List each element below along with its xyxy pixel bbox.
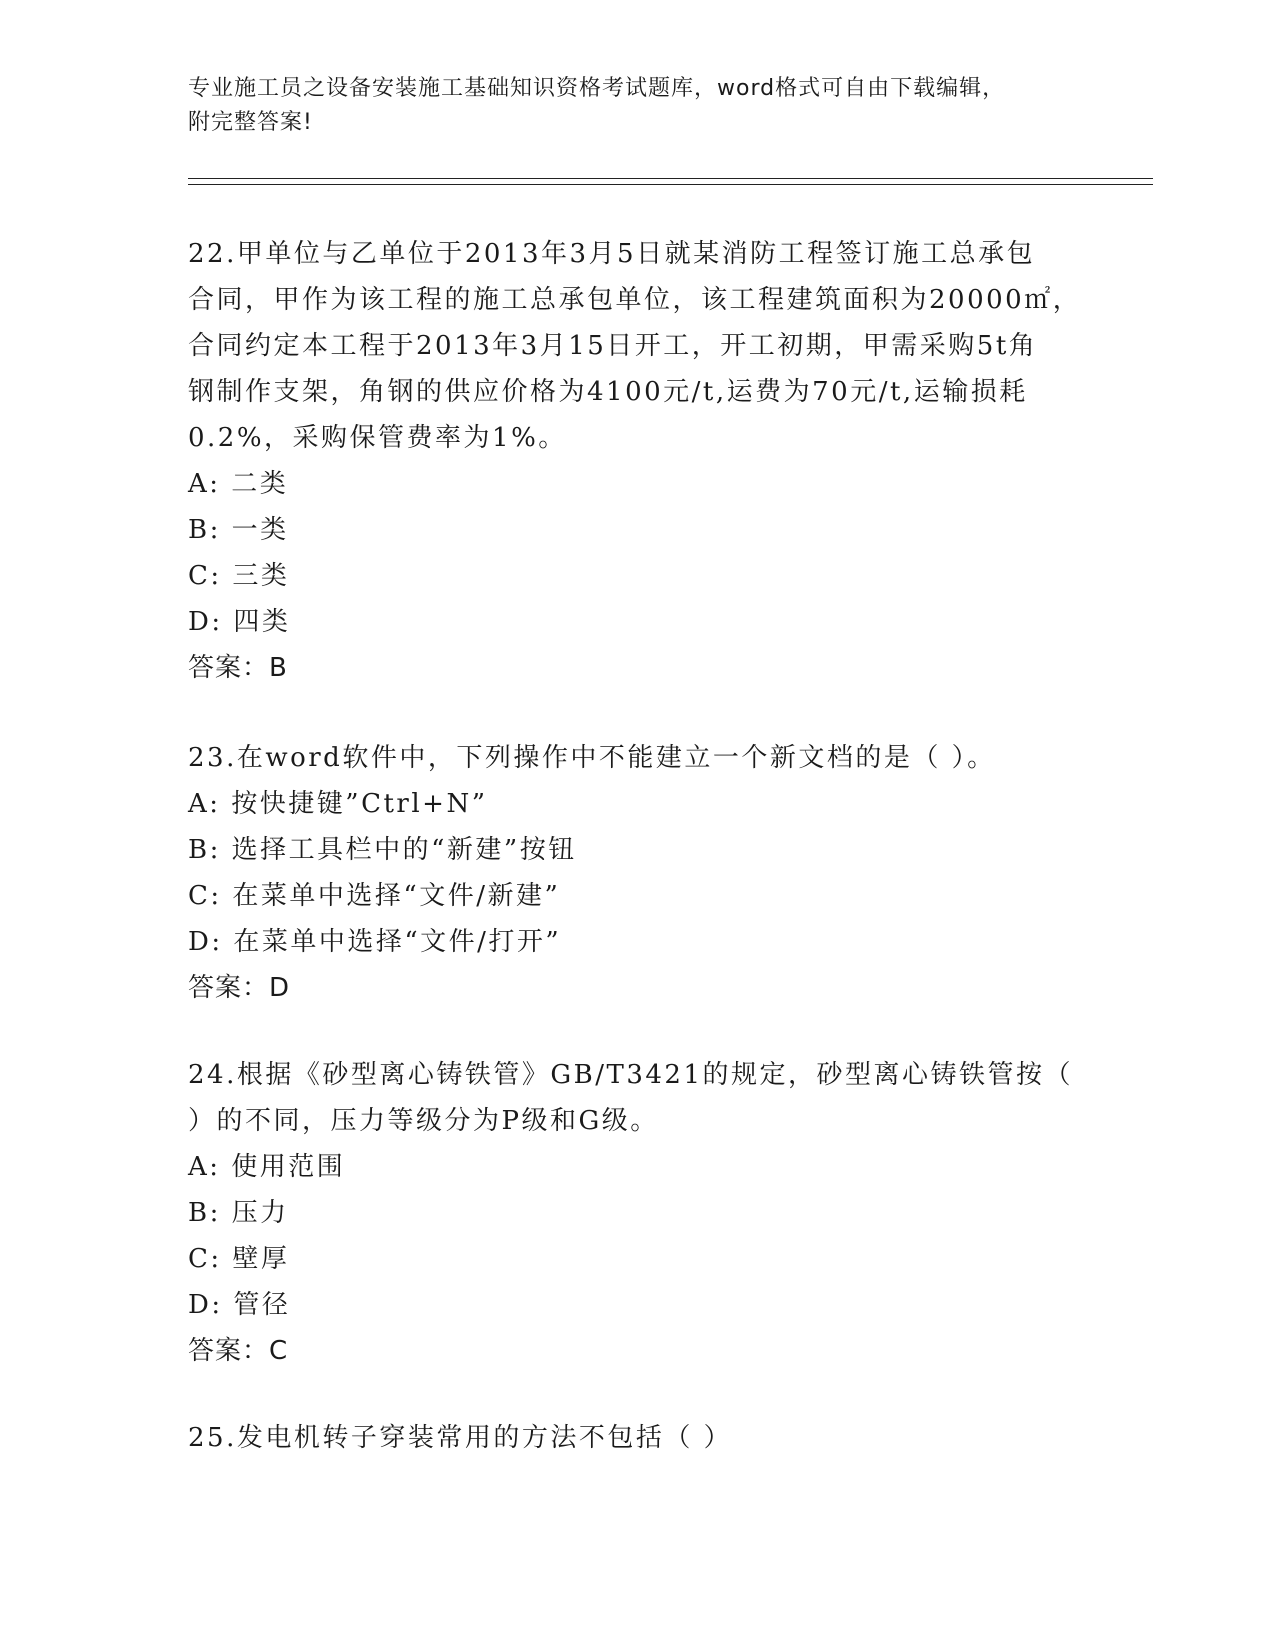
question-stem: [188, 231, 1088, 461]
option-c: C: 三类: [188, 561, 290, 591]
option-b: B: 一类: [188, 515, 289, 545]
question-23: [188, 735, 1088, 1011]
option-d: D: 四类: [188, 607, 291, 637]
document-header: [188, 72, 1088, 140]
stem-line: 合同，甲作为该工程的施工总承包单位，该工程建筑面积为20000㎡，: [188, 285, 1082, 315]
option-b: B: 压力: [188, 1198, 289, 1228]
option-c: C: 壁厚: [188, 1244, 290, 1274]
answer: 答案：C: [188, 1336, 289, 1366]
header-divider-bottom: [188, 184, 1153, 185]
answer: 答案：D: [188, 973, 291, 1003]
stem-line: 25.发电机转子穿装常用的方法不包括（ ）: [188, 1423, 733, 1453]
header-line-1: 专业施工员之设备安装施工基础知识资格考试题库，word格式可自由下载编辑，: [188, 76, 1006, 101]
question-24: [188, 1052, 1088, 1374]
header-divider-top: [188, 178, 1153, 179]
question-stem: [188, 1052, 1088, 1144]
option-b: B: 选择工具栏中的“新建”按钮: [188, 835, 577, 865]
stem-line: 24.根据《砂型离心铸铁管》GB/T3421的规定，砂型离心铸铁管按（: [188, 1060, 1073, 1090]
answer: 答案：B: [188, 653, 288, 683]
option-d: D: 在菜单中选择“文件/打开”: [188, 927, 562, 957]
option-a: A: 使用范围: [188, 1152, 346, 1182]
stem-line: 22.甲单位与乙单位于2013年3月5日就某消防工程签订施工总承包: [188, 239, 1036, 269]
question-25: [188, 1415, 1088, 1461]
question-stem: [188, 1415, 1088, 1461]
header-line-2: 附完整答案!: [188, 110, 313, 135]
option-d: D: 管径: [188, 1290, 291, 1320]
stem-line: ）的不同，压力等级分为P级和G级。: [188, 1106, 659, 1136]
option-a: A: 二类: [188, 469, 289, 499]
stem-line: 钢制作支架，角钢的供应价格为4100元/t,运费为70元/t,运输损耗: [188, 377, 1028, 407]
option-a: A: 按快捷键”Ctrl+N”: [188, 789, 488, 819]
stem-line: 0.2%，采购保管费率为1%。: [188, 423, 567, 453]
stem-line: 23.在word软件中，下列操作中不能建立一个新文档的是（ ）。: [188, 743, 996, 773]
question-stem: [188, 735, 1088, 781]
stem-line: 合同约定本工程于2013年3月15日开工，开工初期，甲需采购5t角: [188, 331, 1038, 361]
question-22: [188, 231, 1088, 691]
option-c: C: 在菜单中选择“文件/新建”: [188, 881, 561, 911]
